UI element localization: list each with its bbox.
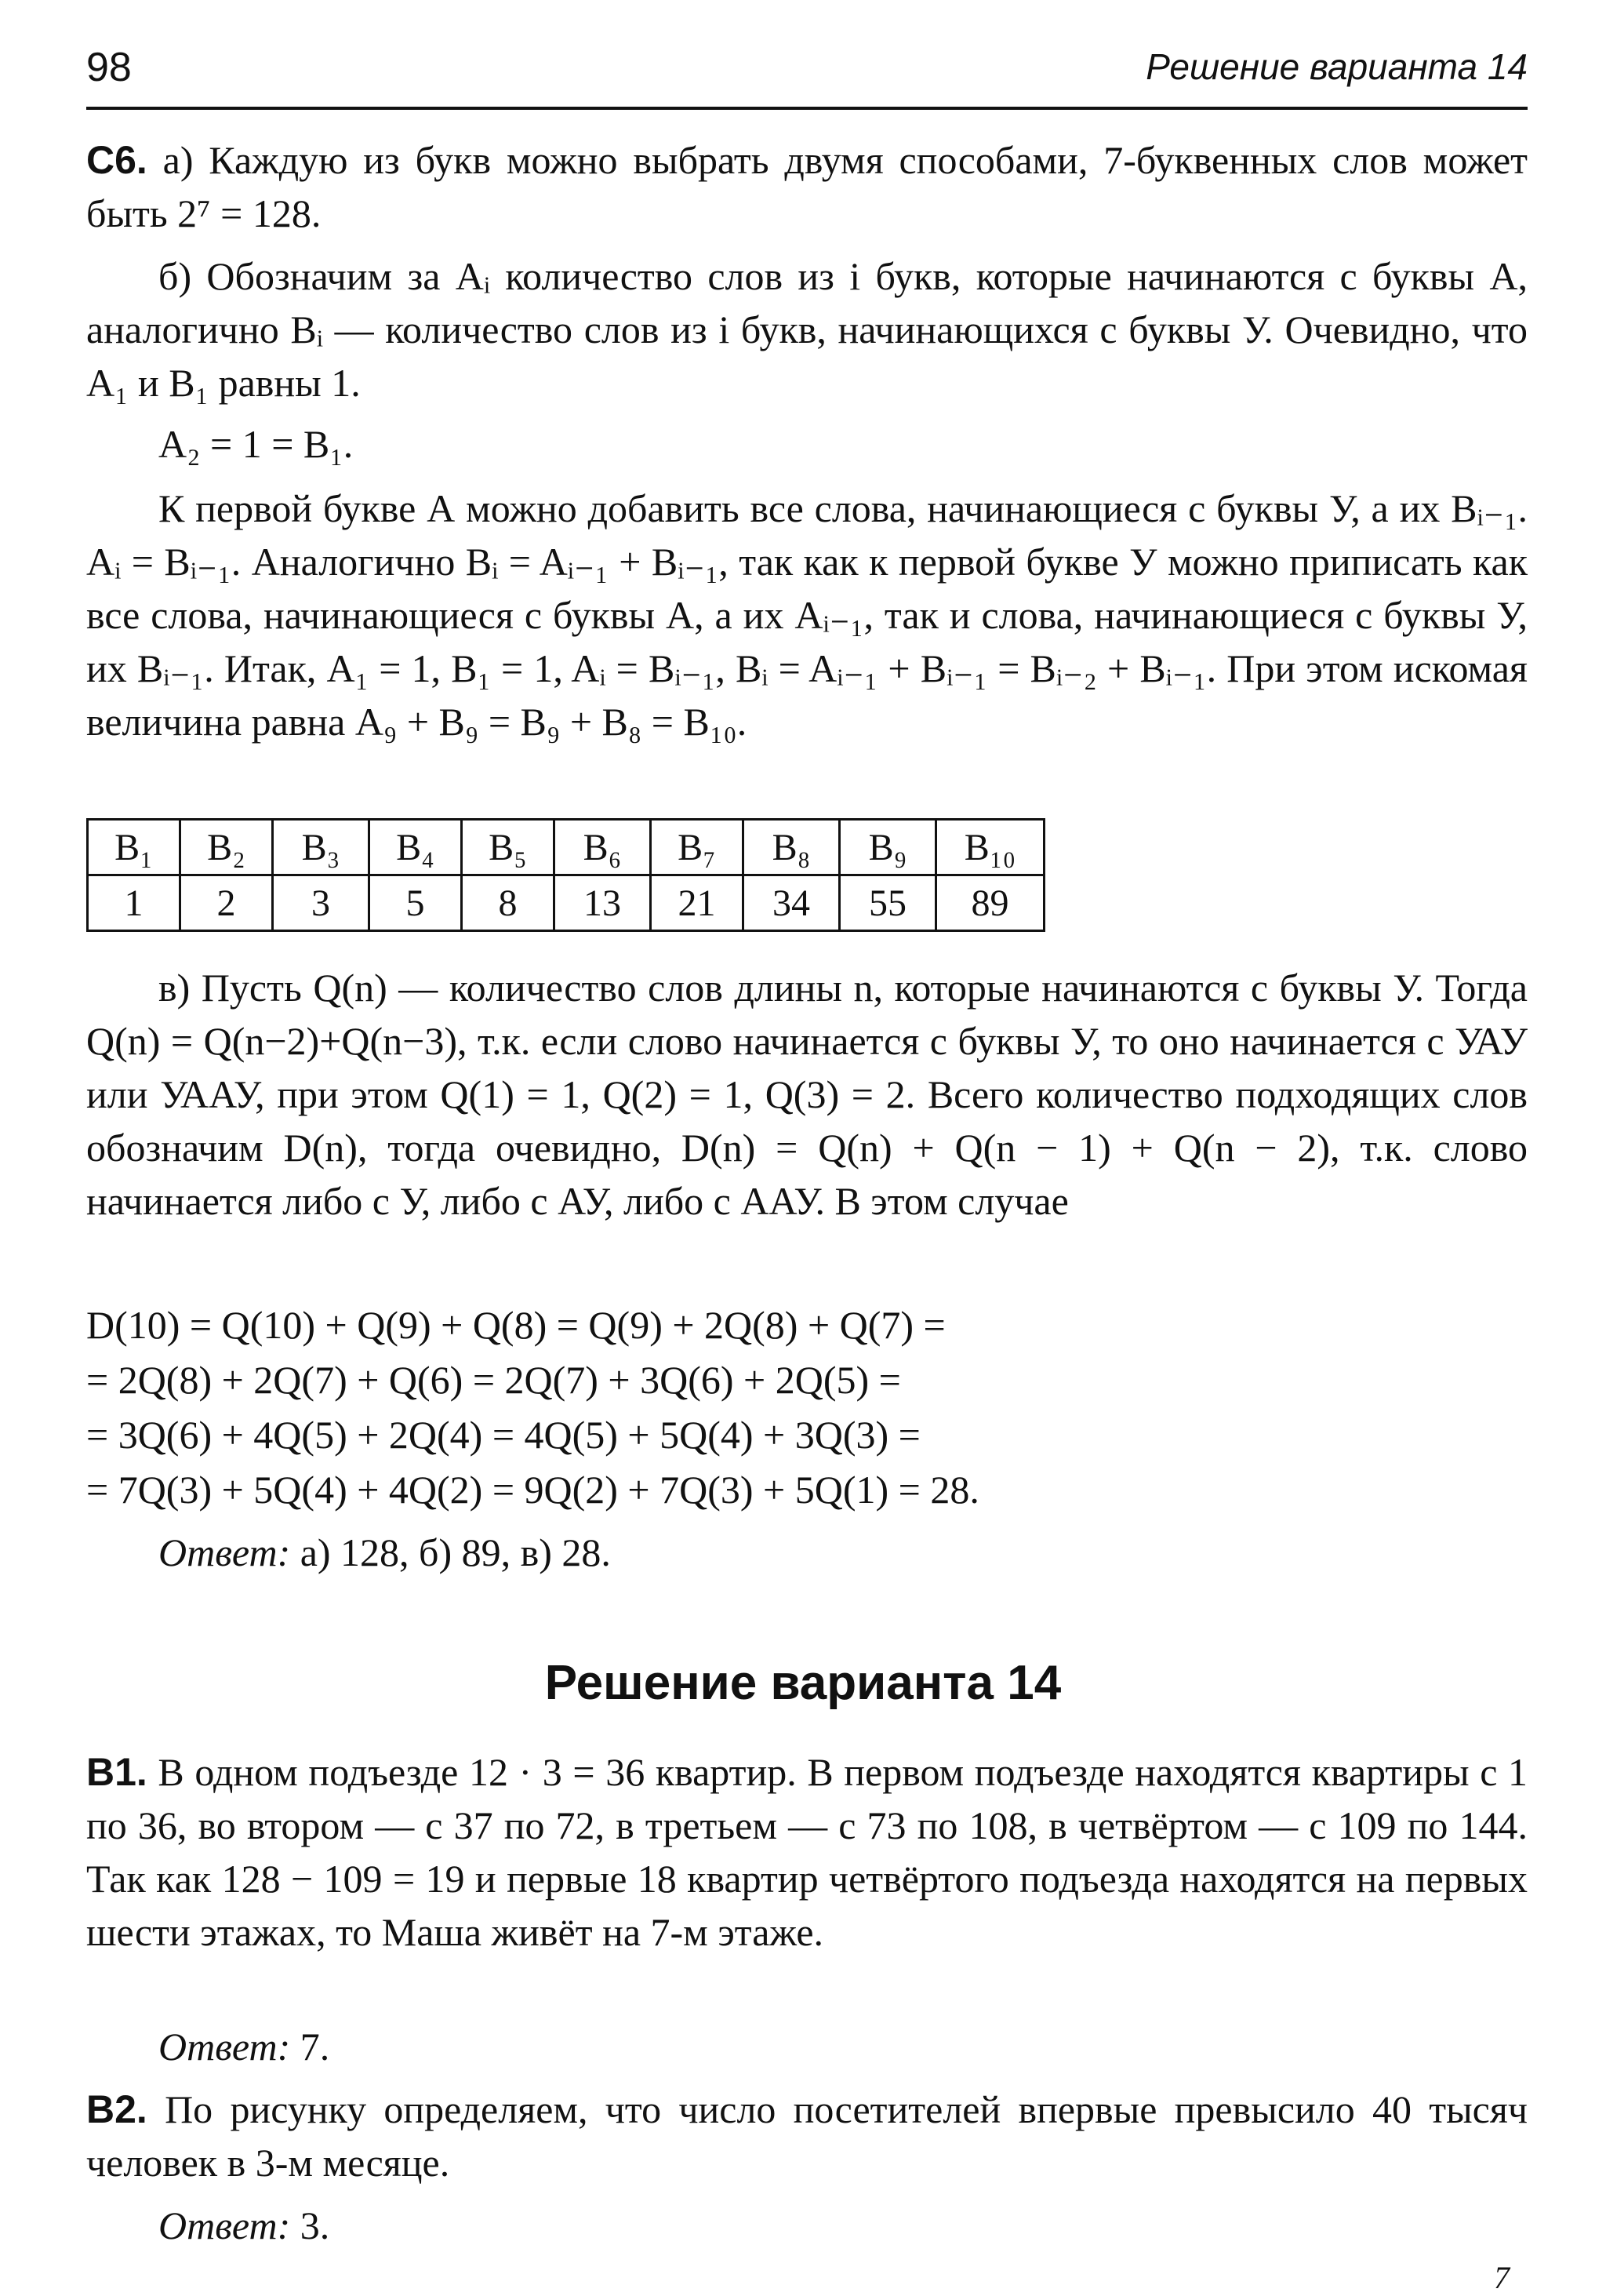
table-header-cell: B₇ <box>651 820 743 875</box>
b1-text <box>86 1745 1528 1959</box>
c6-part-a-text: а) Каждую из букв можно выбрать двумя способами, 7-буквенных слов может быть 2⁷ = 128. <box>86 138 1528 235</box>
table-header-cell: B₂ <box>180 820 273 875</box>
table-header-cell: B₉ <box>840 820 936 875</box>
problem-label-c6: С6. <box>86 138 147 182</box>
answer-label: Ответ: <box>158 1530 291 1574</box>
page-header <box>86 44 1528 110</box>
b2-body: По рисунку определяем, что число посетителей впервые превысило 40 тысяч человек в 3-м месяце. <box>86 2087 1528 2185</box>
table-cell: 8 <box>462 875 554 931</box>
c6-part-a <box>86 133 1528 240</box>
answer-value: 3. <box>300 2203 330 2247</box>
table-cell: 13 <box>554 875 651 931</box>
answer-label: Ответ: <box>158 2203 291 2247</box>
table-row <box>88 875 1045 931</box>
b2-answer <box>86 2199 1528 2252</box>
table-cell: 5 <box>369 875 462 931</box>
answer-label: Ответ: <box>158 2025 291 2069</box>
running-title: Решение варианта 14 <box>1146 46 1528 87</box>
formula-line-3: = 3Q(6) + 4Q(5) + 2Q(4) = 4Q(5) + 5Q(4) + 3Q(3) = <box>86 1413 921 1457</box>
table-cell: 55 <box>840 875 936 931</box>
c6-part-b-derivation: К первой букве А можно добавить все слова, начинающиеся с буквы У, а их Bᵢ₋₁. Aᵢ = Bᵢ₋₁. Аналогично Bᵢ = Aᵢ₋₁ + Bᵢ₋₁, так как к первой букве У можно приписать как все слова, начинающиеся с буквы А, а их Aᵢ₋₁, так и слова, начинающиеся с буквы У, их Bᵢ₋₁. Итак, A₁ = 1, B₁ = 1, Aᵢ = Bᵢ₋₁, Bᵢ = Aᵢ₋₁ + Bᵢ₋₁ = Bᵢ₋₂ + Bᵢ₋₁. При этом искомая величина равна A₉ + B₉ = B₉ + B₈ = B₁₀. <box>86 486 1528 744</box>
formula-line-1: D(10) = Q(10) + Q(9) + Q(8) = Q(9) + 2Q(8) + Q(7) = <box>86 1303 946 1347</box>
table-header-cell: B₈ <box>743 820 840 875</box>
table-cell: 34 <box>743 875 840 931</box>
section-title: Решение варианта 14 <box>544 1656 1062 1710</box>
table-header-cell: B₁ <box>88 820 180 875</box>
table-header-cell: B₄ <box>369 820 462 875</box>
table-cell: 2 <box>180 875 273 931</box>
c6-part-b-equation: A₂ = 1 = B₁. <box>158 422 354 466</box>
c6-part-b-intro: б) Обозначим за Aᵢ количество слов из i букв, которые начинаются с буквы А, аналогично Bᵢ — количество слов из i букв, начинающихся с буквы У. Очевидно, что A₁ и B₁ равны 1. <box>86 254 1528 405</box>
table-cell: 3 <box>273 875 369 931</box>
b1-body: В одном подъезде 12 · 3 = 36 квартир. В первом подъезде находятся квартиры с 1 по 36, во втором — с 37 по 72, в третьем — с 73 по 108, в четвёртом — с 109 по 144. Так как 128 − 109 = 19 и первые 18 квартир четвёртого подъезда находятся на первых шести этажах, то Маша живёт на 7-м этаже. <box>86 1750 1528 1954</box>
page-number: 98 <box>86 45 132 90</box>
table-header-cell: B₅ <box>462 820 554 875</box>
corner-mark: 7 <box>1494 2260 1510 2295</box>
table-header-cell: B₁₀ <box>936 820 1045 875</box>
answer-value: 7. <box>300 2025 330 2069</box>
problem-label-b1: В1. <box>86 1750 147 1794</box>
table-cell: 89 <box>936 875 1045 931</box>
b2-text <box>86 2083 1528 2189</box>
problem-label-b2: В2. <box>86 2087 147 2131</box>
table-header-cell: B₃ <box>273 820 369 875</box>
c6-answer <box>86 1526 1528 1579</box>
answer-value: а) 128, б) 89, в) 28. <box>300 1530 611 1574</box>
formula-line-4: = 7Q(3) + 5Q(4) + 4Q(2) = 9Q(2) + 7Q(3) + 5Q(1) = 28. <box>86 1468 979 1512</box>
table-header-row <box>88 820 1045 875</box>
c6-part-c: в) Пусть Q(n) — количество слов длины n, которые начинаются с буквы У. Тогда Q(n) = Q(n−2)+Q(n−3), т.к. если слово начинается с буквы У, то оно начинается с УАУ или УААУ, при этом Q(1) = 1, Q(2) = 1, Q(3) = 2. Всего количество подходящих слов обозначим D(n), тогда очевидно, D(n) = Q(n) + Q(n − 1) + Q(n − 2), т.к. слово начинается либо с У, либо с АУ, либо с ААУ. В этом случае <box>86 966 1528 1223</box>
formula-line-2: = 2Q(8) + 2Q(7) + Q(6) = 2Q(7) + 3Q(6) + 2Q(5) = <box>86 1358 901 1402</box>
table-cell: 21 <box>651 875 743 931</box>
b1-answer <box>86 2020 1528 2073</box>
table-header-cell: B₆ <box>554 820 651 875</box>
table-cell: 1 <box>88 875 180 931</box>
b-values-table <box>86 818 1045 932</box>
